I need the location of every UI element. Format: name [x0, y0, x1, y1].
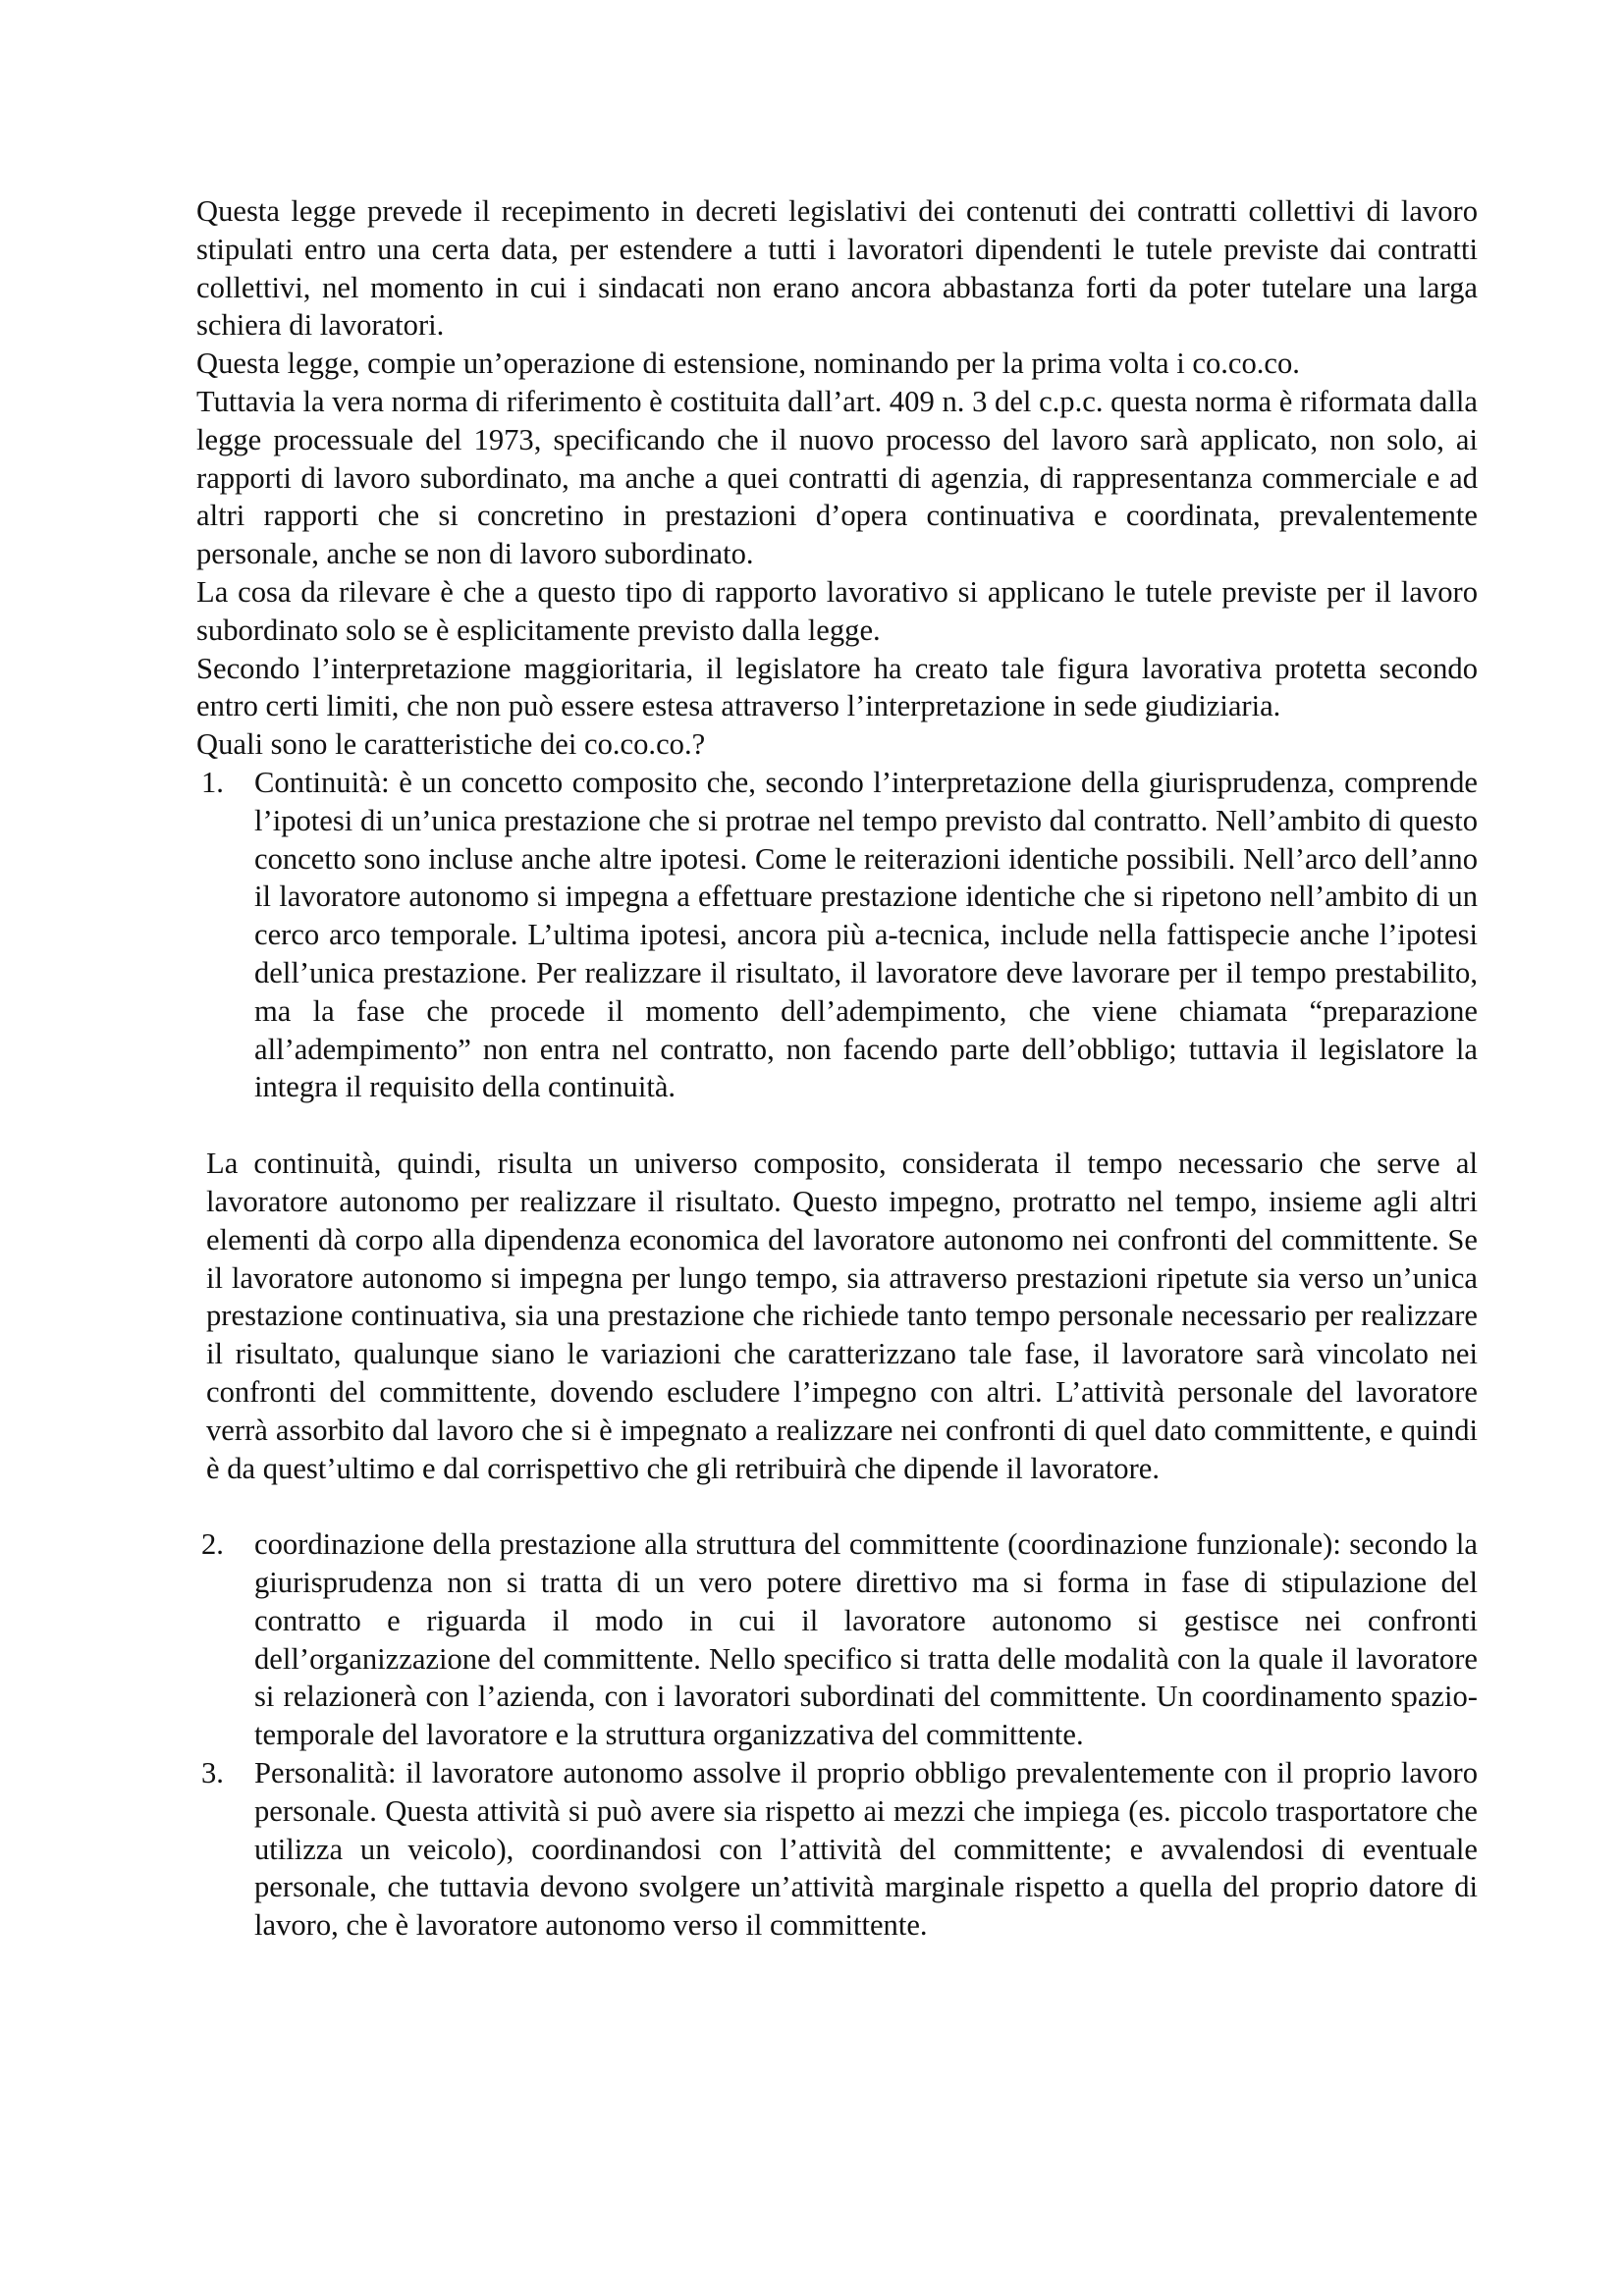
document-page — [196, 192, 1478, 1945]
list-item-text: Continuità: è un concetto composito che, secondo l’interpretazione della giurisprudenza, comprende l’ipotesi di un’unica prestazione che si protrae nel tempo previsto dal contratto. Nell’ambito di questo concetto sono incluse anche altre ipotesi. Come le reiterazioni identiche possibili. Nell’arco dell’anno il lavoratore autonomo si impegna a effettuare prestazione identiche che si ripetono nell’ambito di un cerco arco temporale. L’ultima ipotesi, ancora più a-tecnica, include nella fattispecie anche l’ipotesi dell’unica prestazione. Per realizzare il risultato, il lavoratore deve lavorare per il tempo prestabilito, ma la fase che procede il momento dell’adempimento, che viene chiamata “preparazione all’adempimento” non entra nel contratto, non facendo parte dell’obbligo; tuttavia il legislatore la integra il requisito della continuità. — [254, 765, 1478, 1104]
intro-paragraph-2: Questa legge, compie un’operazione di estensione, nominando per la prima volta i co.co.co. — [196, 347, 1300, 381]
intro-paragraph-4: La cosa da rilevare è che a questo tipo di rapporto lavorativo si applicano le tutele previste per il lavoro subordinato solo se è esplicitamente previsto dalla legge. — [196, 574, 1478, 647]
continuity-paragraph: La continuità, quindi, risulta un universo composito, considerata il tempo necessario che serve al lavoratore autonomo per realizzare il risultato. Questo impegno, protratto nel tempo, insieme agli altri elementi dà corpo alla dipendenza economica del lavoratore autonomo nei confronti del committente. Se il lavoratore autonomo si impegna per lungo tempo, sia attraverso prestazioni ripetute sia verso un’unica prestazione continuativa, sia una prestazione che richiede tanto tempo personale necessario per realizzare il risultato, qualunque siano le variazioni che caratterizzano tale fase, il lavoratore sarà vincolato nei confronti del committente, dovendo escludere l’impegno con altri. L’attività personale del lavoratore verrà assorbito dal lavoro che si è impegnato a realizzare nei confronti di quel dato committente, e quindi è da quest’ultimo e dal corrispettivo che gli retribuirà che dipende il lavoratore. — [206, 1147, 1478, 1485]
list-item-coordinazione — [196, 1525, 1478, 1754]
list-item-number: 3. — [201, 1756, 224, 1790]
intro-paragraph-5: Secondo l’interpretazione maggioritaria, il legislatore ha creato tale figura lavorativa protetta secondo entro certi limiti, che non può essere estesa attraverso l’interpretazione in sede giudiziaria. — [196, 651, 1478, 723]
question-line: Quali sono le caratteristiche dei co.co.co.? — [196, 727, 706, 762]
list-item-text: coordinazione della prestazione alla struttura del committente (coordinazione funzionale): secondo la giurisprudenza non si tratta di un vero potere direttivo ma si forma in fase di stipulazione del contratto e riguarda il modo in cui il lavoratore autonomo si gestisce nei confronti dell’organizzazione del committente. Nello specifico si tratta delle modalità con la quale il lavoratore si relazionerà con l’azienda, con i lavoratori subordinati del committente. Un coordinamento spazio-temporale del lavoratore e la struttura organizzativa del committente. — [254, 1527, 1478, 1752]
intro-paragraph-1: Questa legge prevede il recepimento in decreti legislativi dei contenuti dei contratti collettivi di lavoro stipulati entro una certa data, per estendere a tutti i lavoratori dipendenti le tutele previste dai contratti collettivi, nel momento in cui i sindacati non erano ancora abbastanza forti da poter tutelare una larga schiera di lavoratori. — [196, 194, 1478, 343]
list-item-number: 2. — [201, 1527, 224, 1562]
list-item-text: Personalità: il lavoratore autonomo assolve il proprio obbligo prevalentemente con il proprio lavoro personale. Questa attività si può avere sia rispetto ai mezzi che impiega (es. piccolo trasportatore che utilizza un veicolo), coordinandosi con l’attività del committente; e avvalendosi di eventuale personale, che tuttavia devono svolgere un’attività marginale rispetto a quella del proprio datore di lavoro, che è lavoratore autonomo verso il committente. — [254, 1756, 1478, 1943]
list-item-personalita — [196, 1754, 1478, 1945]
list-item-number: 1. — [201, 765, 224, 799]
list-item-continuita — [196, 764, 1478, 1106]
characteristics-list-part-2 — [196, 1525, 1478, 1945]
intro-paragraph-3: Tuttavia la vera norma di riferimento è costituita dall’art. 409 n. 3 del c.p.c. questa norma è riformata dalla legge processuale del 1973, specificando che il nuovo processo del lavoro sarà applicato, non solo, ai rapporti di lavoro subordinato, ma anche a quei contratti di agenzia, di rappresentanza commerciale e ad altri rapporti che si concretino in prestazioni d’opera continuativa e coordinata, prevalentemente personale, anche se non di lavoro subordinato. — [196, 384, 1478, 571]
characteristics-list-part-1 — [196, 764, 1478, 1106]
